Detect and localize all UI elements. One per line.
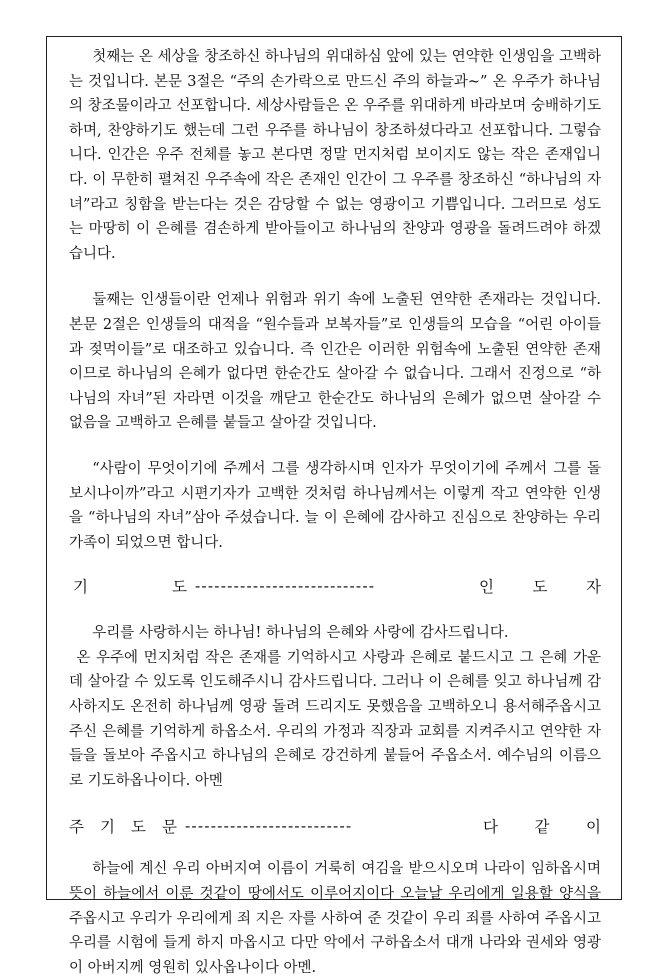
lords-prayer-heading: [69, 813, 601, 839]
prayer-body: 온 우주에 먼지처럼 작은 존재를 기억하시고 사랑과 은혜로 붙드시고 그 은혜 가운데 살아갈 수 있도록 인도해주시니 감사드립니다. 그러나 이 은혜를 잊고 하나님께 감사하지도 온전히 하나님께 영광 돌려 드리지도 못했음을 고백하오니 용서해주옵시고 주신 은혜를 기억하게 하옵소서. 우리의 가정과 직장과 교회를 지켜주시고 연약한 자들을 돌보아 주옵시고 하나님의 은혜로 강건하게 붙들어 주옵소서. 예수님의 이름으로 기도하옵나이다. 아멘: [69, 649, 601, 789]
page-frame: [46, 36, 622, 976]
lords-prayer-heading-leader: 다 같 이: [483, 818, 601, 837]
paragraph-third: “사람이 무엇이기에 주께서 그를 생각하시며 인자가 무엇이기에 주께서 그를 돌보시나이까”라고 시편기자가 고백한 것처럼 하나님께서는 이렇게 작고 연약한 인생을 “하나님의 자녀”삼아 주셨습니다. 늘 이 은혜에 감사하고 진심으로 찬양하는 우리 가족이 되었으면 합니다.: [69, 460, 601, 551]
paragraph-second: 둘째는 인생들이란 언제나 위험과 위기 속에 노출된 연약한 존재라는 것입니다. 본문 2절은 인생들의 대적을 “원수들과 보복자들”로 인생들의 모습을 “어린 아이들과 젖먹이들”로 대조하고 있습니다. 즉 인간은 이러한 위험속에 노출된 연약한 존재이므로 하나님의 은혜가 없다면 한순간도 살아갈 수 없습니다. 그래서 진정으로 “하나님의 자녀”된 자라면 이것을 깨닫고 한순간도 하나님의 은혜가 없으면 살아갈 수 없음을 고백하고 은혜를 붙들고 살아갈 것입니다.: [69, 292, 601, 432]
paragraph-first: 첫째는 온 세상을 창조하신 하나님의 위대하심 앞에 있는 연약한 인생임을 고백하는 것입니다. 본문 3절은 “주의 손가락으로 만드신 주의 하늘과~” 온 우주가 하나님의 창조물이라고 선포합니다. 세상사람들은 온 우주를 위대하게 바라보며 숭배하기도 하며, 찬양하기도 했는데 그런 우주를 하나님이 창조하셨다라고 선포합니다. 그렇습니다. 인간은 우주 전체를 놓고 본다면 정말 먼지처럼 보이지도 않는 작은 존재입니다. 이 무한히 펼쳐진 우주속에 작은 존재인 인간이 그 우주를 창조하신 “하나님의 자녀”라고 칭함을 받는다는 것은 감당할 수 없는 영광이고 기쁨입니다. 그러므로 성도는 마땅히 이 은혜를 겸손하게 받아들이고 하나님의 찬양과 영광을 돌려드려야 하겠습니다.: [69, 49, 601, 262]
prayer-heading-leader: 인 도 자: [479, 578, 601, 597]
prayer-line1: 우리를 사랑하시는 하나님! 하나님의 은혜와 사랑에 감사드립니다.: [92, 625, 509, 642]
lords-prayer-heading-label: 주 기 도 문: [69, 818, 177, 837]
lords-prayer-text: 하늘에 계신 우리 아버지여 이름이 거룩히 여김을 받으시오며 나라이 임하옵시며 뜻이 하늘에서 이룬 것같이 땅에서도 이루어지이다 오늘날 우리에게 일용할 양식을 주옵시고 우리가 우리에게 죄 지은 자를 사하여 준 것같이 우리 죄를 사하여 주옵시고 우리를 시험에 들게 하지 마옵시고 다만 악에서 구하옵소서 대개 나라와 권세와 영광이 아버지께 영원히 있사옵나이다 아멘.: [69, 861, 601, 976]
prayer-heading-label: 기 도: [73, 578, 187, 597]
lords-prayer-heading-dashes: --------------------------: [185, 817, 353, 836]
sermon-content: [69, 45, 601, 980]
prayer-heading: [69, 573, 601, 599]
prayer-heading-dashes: ----------------------------: [195, 577, 376, 596]
